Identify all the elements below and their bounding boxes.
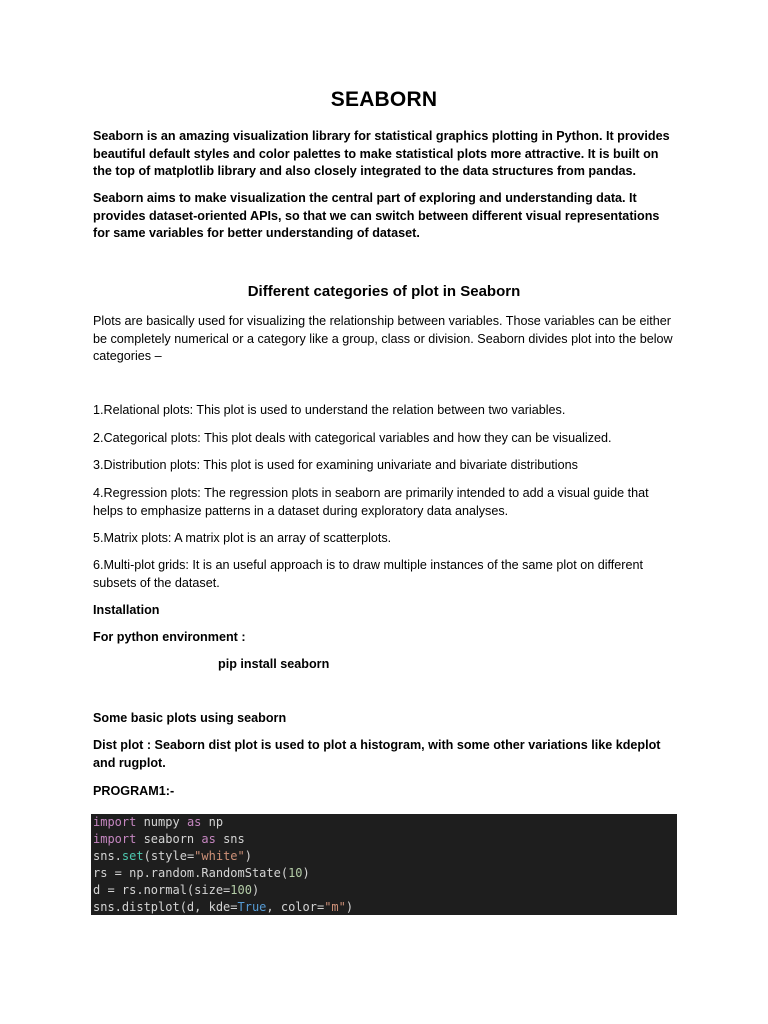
category-item-distribution: 3.Distribution plots: This plot is used for examining univariate and bivariate distributions bbox=[93, 458, 578, 472]
code-text: d = rs.normal(size= bbox=[93, 883, 231, 897]
code-text: seaborn bbox=[136, 832, 202, 846]
code-line bbox=[93, 831, 677, 848]
code-line bbox=[93, 899, 677, 916]
code-text: , color= bbox=[266, 900, 325, 914]
installation-heading: Installation bbox=[93, 603, 160, 617]
category-item-multi-plot: 6.Multi-plot grids: It is an useful approach is to draw multiple instances of the same plot on different subsets of the dataset. bbox=[93, 558, 643, 590]
code-text: np bbox=[201, 815, 224, 829]
category-item-relational: 1.Relational plots: This plot is used to understand the relation between two variables. bbox=[93, 403, 566, 417]
code-text: (style= bbox=[143, 849, 195, 863]
basic-plots-heading: Some basic plots using seaborn bbox=[93, 711, 287, 725]
distplot-description: Dist plot : Seaborn dist plot is used to plot a histogram, with some other variations like kdeplot and rugplot. bbox=[93, 738, 661, 770]
code-string: "white" bbox=[194, 849, 245, 863]
code-text: ) bbox=[244, 849, 252, 863]
python-environment-label: For python environment : bbox=[93, 630, 246, 644]
code-line bbox=[93, 814, 677, 831]
code-number: 10 bbox=[288, 866, 303, 880]
code-line bbox=[93, 865, 677, 882]
code-text: ) bbox=[345, 900, 354, 914]
code-line bbox=[93, 848, 677, 865]
category-item-categorical: 2.Categorical plots: This plot deals with categorical variables and how they can be visualized. bbox=[93, 431, 612, 445]
code-function: set bbox=[121, 849, 144, 863]
section-heading-categories: Different categories of plot in Seaborn bbox=[247, 283, 521, 300]
code-block bbox=[91, 814, 677, 915]
code-text: ) bbox=[251, 883, 260, 897]
code-text: sns.distplot(d, kde= bbox=[93, 900, 238, 914]
program-label: PROGRAM1:- bbox=[93, 784, 175, 798]
code-text: sns. bbox=[93, 849, 122, 863]
code-keyword: as bbox=[186, 815, 202, 829]
code-string: "m" bbox=[324, 900, 346, 914]
code-boolean: True bbox=[237, 900, 267, 914]
code-keyword: import bbox=[93, 832, 137, 846]
intro-paragraph-1: Seaborn is an amazing visualization library for statistical graphics plotting in Python. It provides beautiful default styles and color palettes to make statistical plots more attractive. It is built on the top of matplotlib library and also closely integrated to the data structures from pandas. bbox=[93, 129, 670, 178]
code-text: sns bbox=[215, 832, 245, 846]
category-item-matrix: 5.Matrix plots: A matrix plot is an array of scatterplots. bbox=[93, 531, 392, 545]
intro-paragraph-2: Seaborn aims to make visualization the central part of exploring and understanding data. It provides dataset-oriented APIs, so that we can switch between different visual representations for same variables for better understanding of dataset. bbox=[93, 191, 660, 240]
page-title: SEABORN bbox=[330, 88, 438, 111]
code-number: 100 bbox=[230, 883, 252, 897]
code-keyword: import bbox=[93, 815, 137, 829]
code-line bbox=[93, 882, 677, 899]
code-text: numpy bbox=[136, 815, 187, 829]
code-text: ) bbox=[302, 866, 310, 880]
code-text: rs = np.random.RandomState( bbox=[93, 866, 289, 880]
categories-description: Plots are basically used for visualizing the relationship between variables. Those variables can be either be completely numerical or a category like a group, class or division. Seaborn divides plot into the below categories – bbox=[93, 314, 673, 363]
code-keyword: as bbox=[201, 832, 216, 846]
category-item-regression: 4.Regression plots: The regression plots in seaborn are primarily intended to add a visual guide that helps to emphasize patterns in a dataset during exploratory data analyses. bbox=[93, 486, 649, 518]
pip-install-command: pip install seaborn bbox=[218, 657, 330, 671]
